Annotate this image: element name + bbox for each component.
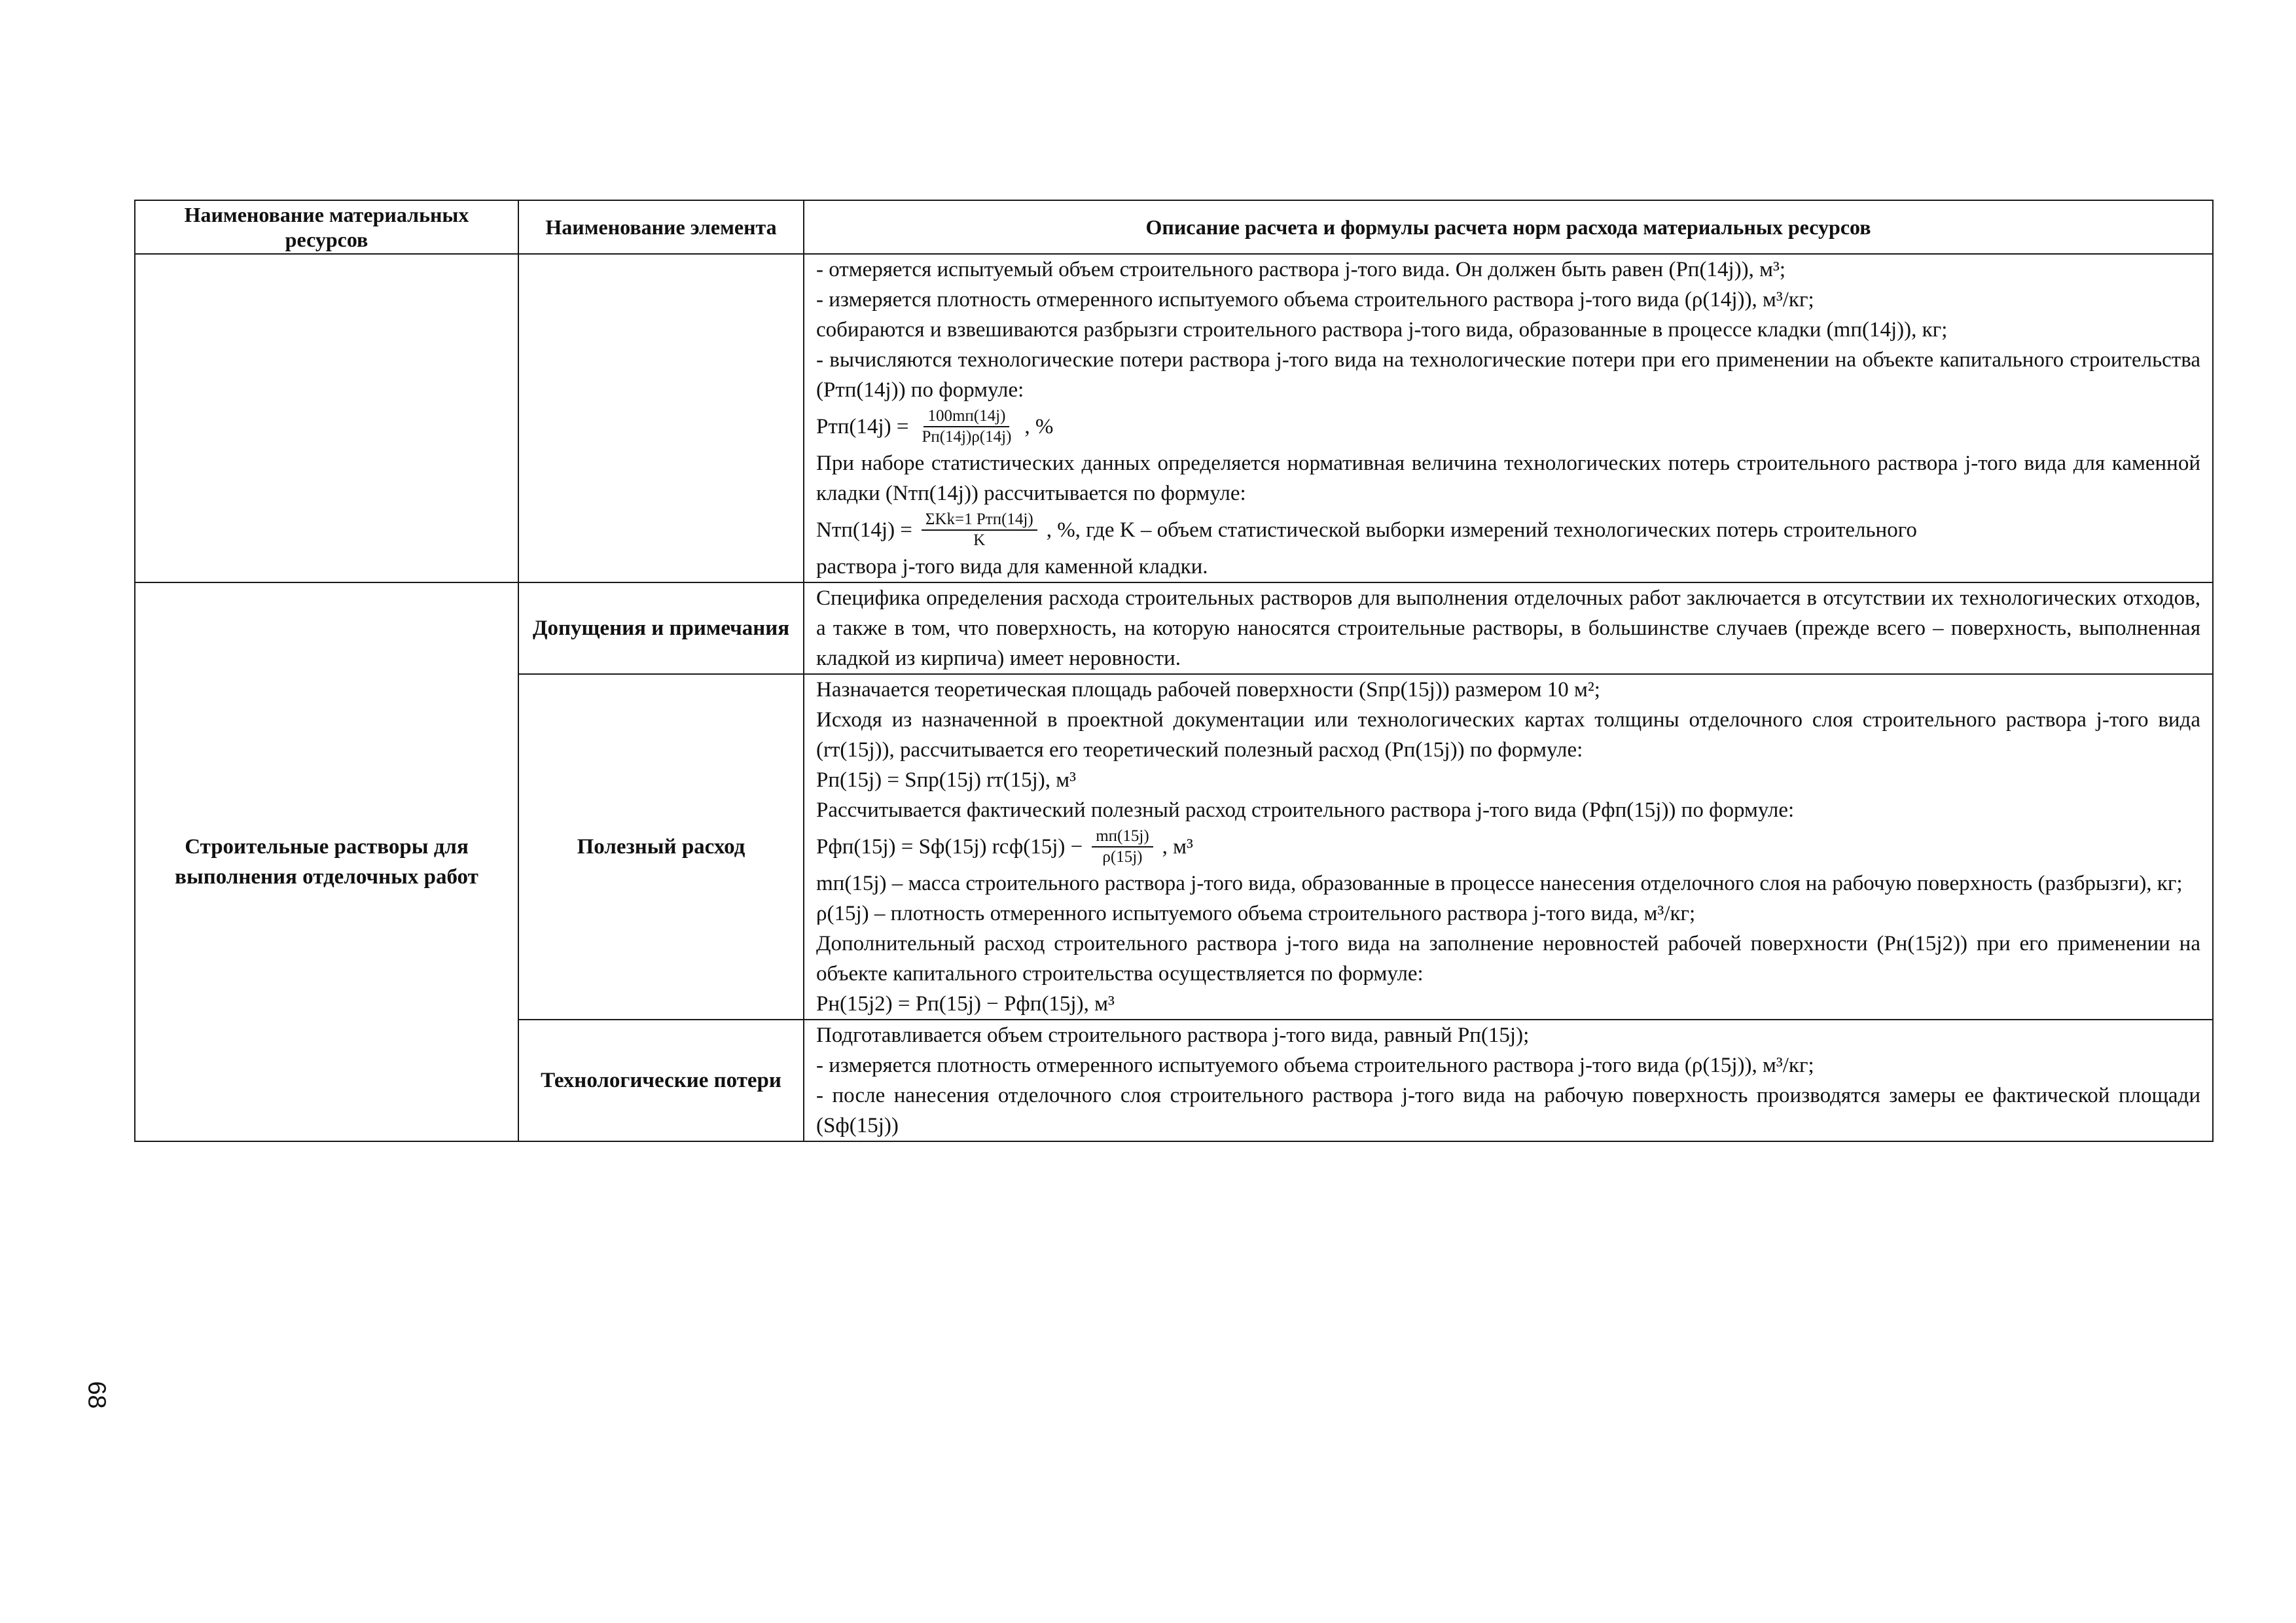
header-element: Наименование элемента [518,200,804,254]
norms-table [134,200,2214,1142]
formula-lhs: Nтп(14j) = [816,518,912,542]
text-line: Подготавливается объем строительного раствора j-того вида, равный Pп(15j); [816,1024,1530,1047]
formula-norm-14 [816,510,2200,550]
element-cell: Полезный расход [518,674,804,1020]
element-cell: Допущения и примечания [518,582,804,674]
text-line: mп(15j) – масса строительного раствора j-того вида, образованные в процессе нанесения отделочного слоя на рабочую поверхность (разбрызги), кг; [816,872,2183,895]
text-line: - измеряется плотность отмеренного испытуемого объема строительного раствора j-того вида (ρ(15j)), м³/кг; [816,1054,1814,1077]
formula-unit: , м³ [1162,835,1193,859]
element-cell-empty [518,254,804,582]
table-header-row [135,200,2213,254]
formula-useful-15: Pп(15j) = Sпр(15j) rт(15j), м³ [816,768,1077,792]
formula-loss-14 [816,406,2200,447]
header-resource: Наименование материальных ресурсов [135,200,518,254]
formula-actual-15 [816,827,2200,867]
formula-numerator: ΣKk=1 Pтп(14j) [922,510,1037,531]
formula-fraction [918,406,1015,447]
formula-fraction [1092,827,1153,867]
text-line: Дополнительный расход строительного раствора j-того вида на заполнение неровностей рабочей поверхности (Pн(15j2)) при его применении на объекте капитального строительства осуществляется по формуле: [816,932,2200,986]
text-line: Рассчитывается фактический полезный расход строительного раствора j-того вида (Pфп(15j)) по формуле: [816,798,1795,822]
resource-cell: Строительные растворы для выполнения отделочных работ [135,582,518,1141]
formula-unit: , % [1024,415,1054,438]
description-cell [804,674,2213,1020]
text-line: ρ(15j) – плотность отмеренного испытуемого объема строительного раствора j-того вида, м³/кг; [816,902,1696,925]
text-line: При наборе статистических данных определяется нормативная величина технологических потерь строительного раствора j-того вида для каменной кладки (Nтп(14j)) рассчитывается по формуле: [816,452,2200,505]
text-line: Исходя из назначенной в проектной документации или технологических картах толщины отделочного слоя строительного раствора j-того вида (rт(15j)), рассчитывается его теоретический полезный расход (Pп(15j)) по формуле: [816,708,2200,762]
formula-numerator: 100mп(14j) [924,406,1009,427]
text-line: Специфика определения расхода строительных растворов для выполнения отделочных работ заключается в отсутствии их технологических отходов, а также в том, что поверхность, на которую наносятся строительные растворы, в большинстве случаев (прежде всего – поверхность, выполненная кладкой из кирпича) имеет неровности. [816,586,2200,670]
formula-numerator: mп(15j) [1092,827,1153,847]
page-number: 68 [82,1381,111,1409]
description-cell [804,582,2213,674]
text-line: - после нанесения отделочного слоя строительного раствора j-того вида на рабочую поверхность производятся замеры ее фактической площади (Sф(15j)) [816,1084,2200,1137]
element-cell: Технологические потери [518,1020,804,1141]
formula-lhs: Pфп(15j) = Sф(15j) rсф(15j) − [816,835,1083,859]
text-line: Назначается теоретическая площадь рабочей поверхности (Sпр(15j)) размером 10 м²; [816,678,1600,702]
formula-denominator: ρ(15j) [1102,848,1143,866]
description-cell [804,254,2213,582]
resource-cell-empty [135,254,518,582]
formula-lhs: Pтп(14j) = [816,415,909,438]
formula-additional-15: Pн(15j2) = Pп(15j) − Pфп(15j), м³ [816,992,1115,1016]
header-description: Описание расчета и формулы расчета норм расхода материальных ресурсов [804,200,2213,254]
text-line: - вычисляются технологические потери раствора j-того вида на технологические потери при его применении на объекте капитального строительства (Pтп(14j)) по формуле: [816,348,2200,402]
text-line: - отмеряется испытуемый объем строительного раствора j-того вида. Он должен быть равен (Pп(14j)), м³; [816,258,1786,281]
text-line: - измеряется плотность отмеренного испытуемого объема строительного раствора j-того вида (ρ(14j)), м³/кг; [816,288,1814,312]
formula-denominator: Pп(14j)ρ(14j) [922,428,1012,446]
formula-denominator: K [973,531,986,549]
table-row [135,582,2213,674]
text-line: раствора j-того вида для каменной кладки. [816,555,1208,579]
description-cell [804,1020,2213,1141]
text-line: собираются и взвешиваются разбрызги строительного раствора j-того вида, образованные в процессе кладки (mп(14j)), кг; [816,318,1948,342]
formula-fraction [922,510,1037,550]
table-row [135,254,2213,582]
formula-tail: , %, где K – объем статистической выборки измерений технологических потерь строительного [1046,518,1917,542]
